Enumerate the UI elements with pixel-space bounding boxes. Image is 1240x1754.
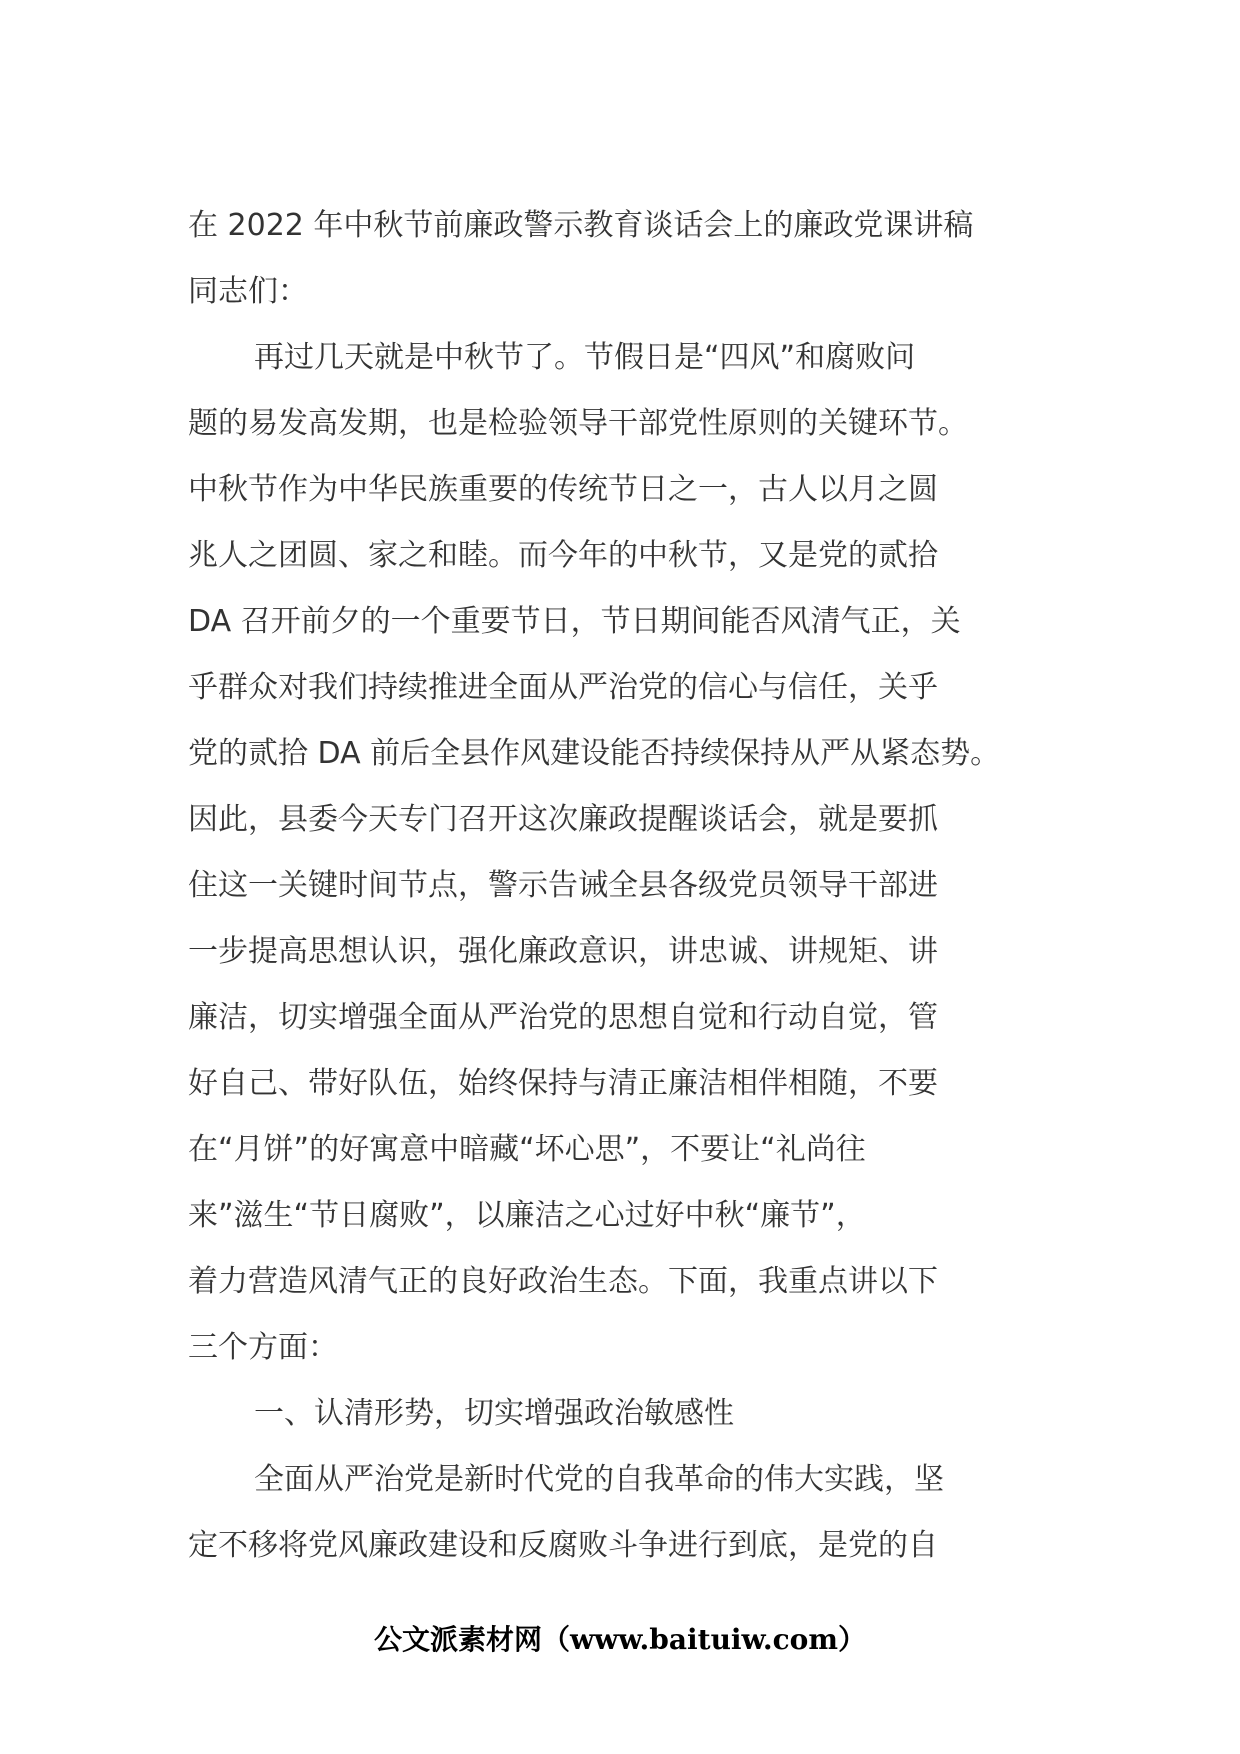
paragraph-line: 中秋节作为中华民族重要的传统节日之一，古人以月之圆 bbox=[188, 472, 938, 507]
paragraph-line: 全面从严治党是新时代党的自我革命的伟大实践，坚 bbox=[254, 1462, 944, 1497]
paragraph-line: 乎群众对我们持续推进全面从严治党的信心与信任，关乎 bbox=[188, 670, 938, 705]
paragraph-line: 兆人之团圆、家之和睦。而今年的中秋节，又是党的贰拾 bbox=[188, 538, 938, 573]
paragraph-line: 定不移将党风廉政建设和反腐败斗争进行到底，是党的自 bbox=[188, 1528, 938, 1563]
paragraph-line: 再过几天就是中秋节了。节假日是“四风”和腐败问 bbox=[254, 340, 916, 375]
salutation: 同志们： bbox=[188, 274, 308, 309]
paragraph-line: 一步提高思想认识，强化廉政意识，讲忠诚、讲规矩、讲 bbox=[188, 934, 938, 969]
paragraph-line: 着力营造风清气正的良好政治生态。下面，我重点讲以下 bbox=[188, 1264, 938, 1299]
paragraph-line: 好自己、带好队伍，始终保持与清正廉洁相伴相随，不要 bbox=[188, 1066, 938, 1101]
paragraph-line: 来”滋生“节日腐败”，以廉洁之心过好中秋“廉节”， bbox=[188, 1198, 866, 1233]
footer-watermark: 公文派素材网（www.baituiw.com） bbox=[374, 1623, 866, 1656]
section-heading: 一、认清形势，切实增强政治敏感性 bbox=[254, 1396, 734, 1431]
paragraph-line: DA 召开前夕的一个重要节日，节日期间能否风清气正，关 bbox=[188, 604, 961, 639]
paragraph-line: 题的易发高发期，也是检验领导干部党性原则的关键环节。 bbox=[188, 406, 968, 441]
document-title: 在 2022 年中秋节前廉政警示教育谈话会上的廉政党课讲稿 bbox=[188, 208, 974, 243]
paragraph-line: 廉洁，切实增强全面从严治党的思想自觉和行动自觉，管 bbox=[188, 1000, 938, 1035]
paragraph-line: 在“月饼”的好寓意中暗藏“坏心思”，不要让“礼尚往 bbox=[188, 1132, 866, 1167]
paragraph-line: 三个方面： bbox=[188, 1330, 338, 1365]
paragraph-line: 因此，县委今天专门召开这次廉政提醒谈话会，就是要抓 bbox=[188, 802, 938, 837]
paragraph-line: 住这一关键时间节点，警示告诫全县各级党员领导干部进 bbox=[188, 868, 938, 903]
paragraph-line: 党的贰拾 DA 前后全县作风建设能否持续保持从严从紧态势。 bbox=[188, 736, 1001, 771]
